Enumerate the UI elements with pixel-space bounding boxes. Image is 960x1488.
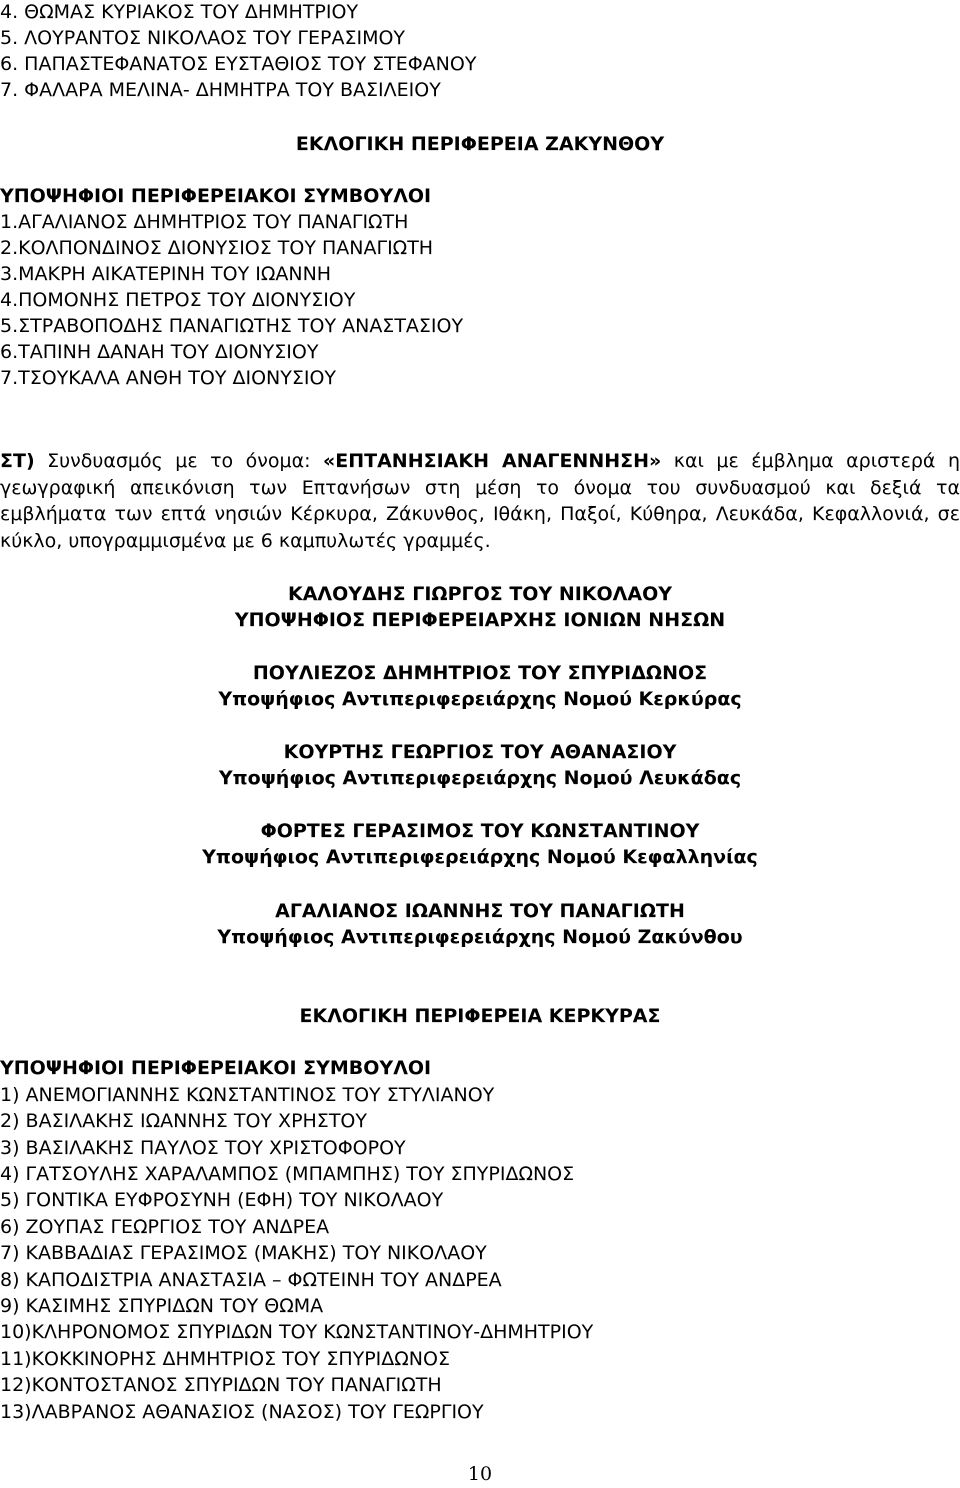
leader-name: ΦΟΡΤΕΣ ΓΕΡΑΣΙΜΟΣ ΤΟΥ ΚΩΝΣΤΑΝΤΙΝΟΥ	[260, 820, 700, 842]
kerkyra-candidate: 9) ΚΑΣΙΜΗΣ ΣΠΥΡΙΔΩΝ ΤΟΥ ΘΩΜΑ	[0, 1295, 324, 1317]
coalition-text-after: και με έμβλημα αριστερά η γεωγραφική απεικόνιση των Επτανήσων στη μέση το όνομα του συνδυασμού και δεξιά τα εμβλήματα των επτά νησιών Κέρκυρα, Ζάκυνθος, Ιθάκη, Παξοί, Κύθηρα, Λευκάδα, Κεφαλλονιά, σε κύκλο, υπογραμμισμένα με 6 καμπυλωτές γραμμές.	[0, 450, 960, 552]
leader-role: Υποψήφιος Αντιπεριφερειάρχης Νομού Λευκάδας	[218, 767, 742, 789]
leader-role: Υποψήφιος Αντιπεριφερειάρχης Νομού Κεφαλληνίας	[202, 846, 758, 868]
top-list-item: 5. ΛΟΥΡΑΝΤΟΣ ΝΙΚΟΛΑΟΣ ΤΟΥ ΓΕΡΑΣΙΜΟΥ	[0, 27, 406, 49]
kerkyra-candidate: 1) ΑΝΕΜΟΓΙΑΝΝΗΣ ΚΩΝΣΤΑΝΤΙΝΟΣ ΤΟΥ ΣΤΥΛΙΑΝΟΥ	[0, 1084, 495, 1106]
kerkyra-candidate: 10)ΚΛΗΡΟΝΟΜΟΣ ΣΠΥΡΙΔΩΝ ΤΟΥ ΚΩΝΣΤΑΝΤΙΝΟΥ-ΔΗΜΗΤΡΙΟΥ	[0, 1321, 594, 1343]
coalition-paragraph	[0, 448, 960, 554]
kerkyra-candidate: 11)ΚΟΚΚΙΝΟΡΗΣ ΔΗΜΗΤΡΙΟΣ ΤΟΥ ΣΠΥΡΙΔΩΝΟΣ	[0, 1348, 450, 1370]
leader-role: Υποψήφιος Αντιπεριφερειάρχης Νομού Ζακύνθου	[217, 926, 743, 948]
kerkyra-candidate: 8) ΚΑΠΟΔΙΣΤΡΙΑ ΑΝΑΣΤΑΣΙΑ – ΦΩΤΕΙΝΗ ΤΟΥ ΑΝΔΡΕΑ	[0, 1269, 502, 1291]
coalition-name: «ΕΠΤΑΝΗΣΙΑΚΗ ΑΝΑΓΕΝΝΗΣΗ»	[322, 450, 662, 472]
leader-name: ΚΑΛΟΥΔΗΣ ΓΙΩΡΓΟΣ ΤΟΥ ΝΙΚΟΛΑΟΥ	[288, 583, 672, 605]
kerkyra-heading: ΕΚΛΟΓΙΚΗ ΠΕΡΙΦΕΡΕΙΑ ΚΕΡΚΥΡΑΣ	[299, 1005, 661, 1027]
top-list-item: 7. ΦΑΛΑΡΑ ΜΕΛΙΝΑ- ΔΗΜΗΤΡΑ ΤΟΥ ΒΑΣΙΛΕΙΟΥ	[0, 79, 441, 101]
zakynthos-candidate: 3.ΜΑΚΡΗ ΑΙΚΑΤΕΡΙΝΗ ΤΟΥ ΙΩΑΝΝΗ	[0, 263, 332, 285]
kerkyra-candidate: 12)ΚΟΝΤΟΣΤΑΝΟΣ ΣΠΥΡΙΔΩΝ ΤΟΥ ΠΑΝΑΓΙΩΤΗ	[0, 1374, 442, 1396]
kerkyra-candidate: 2) ΒΑΣΙΛΑΚΗΣ ΙΩΑΝΝΗΣ ΤΟΥ ΧΡΗΣΤΟΥ	[0, 1110, 367, 1132]
coalition-marker: ΣΤ)	[0, 450, 35, 472]
kerkyra-candidate: 5) ΓΟΝΤΙΚΑ ΕΥΦΡΟΣΥΝΗ (ΕΦΗ) ΤΟΥ ΝΙΚΟΛΑΟΥ	[0, 1189, 444, 1211]
leader-name: ΚΟΥΡΤΗΣ ΓΕΩΡΓΙΟΣ ΤΟΥ ΑΘΑΝΑΣΙΟΥ	[283, 741, 677, 763]
kerkyra-subheading: ΥΠΟΨΗΦΙΟΙ ΠΕΡΙΦΕΡΕΙΑΚΟΙ ΣΥΜΒΟΥΛΟΙ	[0, 1057, 432, 1079]
zakynthos-candidate: 6.ΤΑΠΙΝΗ ΔΑΝΑΗ ΤΟΥ ΔΙΟΝΥΣΙΟΥ	[0, 341, 319, 363]
kerkyra-candidate: 4) ΓΑΤΣΟΥΛΗΣ ΧΑΡΑΛΑΜΠΟΣ (ΜΠΑΜΠΗΣ) ΤΟΥ ΣΠΥΡΙΔΩΝΟΣ	[0, 1163, 575, 1185]
zakynthos-candidate: 4.ΠΟΜΟΝΗΣ ΠΕΤΡΟΣ ΤΟΥ ΔΙΟΝΥΣΙΟΥ	[0, 289, 356, 311]
kerkyra-candidate: 3) ΒΑΣΙΛΑΚΗΣ ΠΑΥΛΟΣ ΤΟΥ ΧΡΙΣΤΟΦΟΡΟΥ	[0, 1137, 406, 1159]
zakynthos-candidate: 2.ΚΟΛΠΟΝΔΙΝΟΣ ΔΙΟΝΥΣΙΟΣ ΤΟΥ ΠΑΝΑΓΙΩΤΗ	[0, 237, 434, 259]
coalition-text-before: Συνδυασμός με το όνομα:	[34, 450, 323, 472]
zakynthos-heading: ΕΚΛΟΓΙΚΗ ΠΕΡΙΦΕΡΕΙΑ ΖΑΚΥΝΘΟΥ	[295, 133, 665, 155]
leader-name: ΑΓΑΛΙΑΝΟΣ ΙΩΑΝΝΗΣ ΤΟΥ ΠΑΝΑΓΙΩΤΗ	[275, 900, 685, 922]
kerkyra-candidate: 7) ΚΑΒΒΑΔΙΑΣ ΓΕΡΑΣΙΜΟΣ (ΜΑΚΗΣ) ΤΟΥ ΝΙΚΟΛΑΟΥ	[0, 1242, 487, 1264]
kerkyra-candidate: 6) ΖΟΥΠΑΣ ΓΕΩΡΓΙΟΣ ΤΟΥ ΑΝΔΡΕΑ	[0, 1216, 330, 1238]
top-list-item: 6. ΠΑΠΑΣΤΕΦΑΝΑΤΟΣ ΕΥΣΤΑΘΙΟΣ ΤΟΥ ΣΤΕΦΑΝΟΥ	[0, 53, 477, 75]
leader-name: ΠΟΥΛΙΕΖΟΣ ΔΗΜΗΤΡΙΟΣ ΤΟΥ ΣΠΥΡΙΔΩΝΟΣ	[252, 662, 708, 684]
leader-role: Υποψήφιος Αντιπεριφερειάρχης Νομού Κερκύρας	[218, 688, 742, 710]
kerkyra-candidate: 13)ΛΑΒΡΑΝΟΣ ΑΘΑΝΑΣΙΟΣ (ΝΑΣΟΣ) ΤΟΥ ΓΕΩΡΓΙΟΥ	[0, 1401, 484, 1423]
zakynthos-subheading: ΥΠΟΨΗΦΙΟΙ ΠΕΡΙΦΕΡΕΙΑΚΟΙ ΣΥΜΒΟΥΛΟΙ	[0, 185, 432, 207]
zakynthos-candidate: 5.ΣΤΡΑΒΟΠΟΔΗΣ ΠΑΝΑΓΙΩΤΗΣ ΤΟΥ ΑΝΑΣΤΑΣΙΟΥ	[0, 315, 464, 337]
zakynthos-candidate: 1.ΑΓΑΛΙΑΝΟΣ ΔΗΜΗΤΡΙΟΣ ΤΟΥ ΠΑΝΑΓΙΩΤΗ	[0, 211, 409, 233]
page-number: 10	[467, 1463, 493, 1485]
leader-role: ΥΠΟΨΗΦΙΟΣ ΠΕΡΙΦΕΡΕΙΑΡΧΗΣ ΙΟΝΙΩΝ ΝΗΣΩΝ	[234, 609, 726, 631]
top-list-item: 4. ΘΩΜΑΣ ΚΥΡΙΑΚΟΣ ΤΟΥ ΔΗΜΗΤΡΙΟΥ	[0, 1, 359, 23]
zakynthos-candidate: 7.ΤΣΟΥΚΑΛΑ ΑΝΘΗ ΤΟΥ ΔΙΟΝΥΣΙΟΥ	[0, 367, 337, 389]
